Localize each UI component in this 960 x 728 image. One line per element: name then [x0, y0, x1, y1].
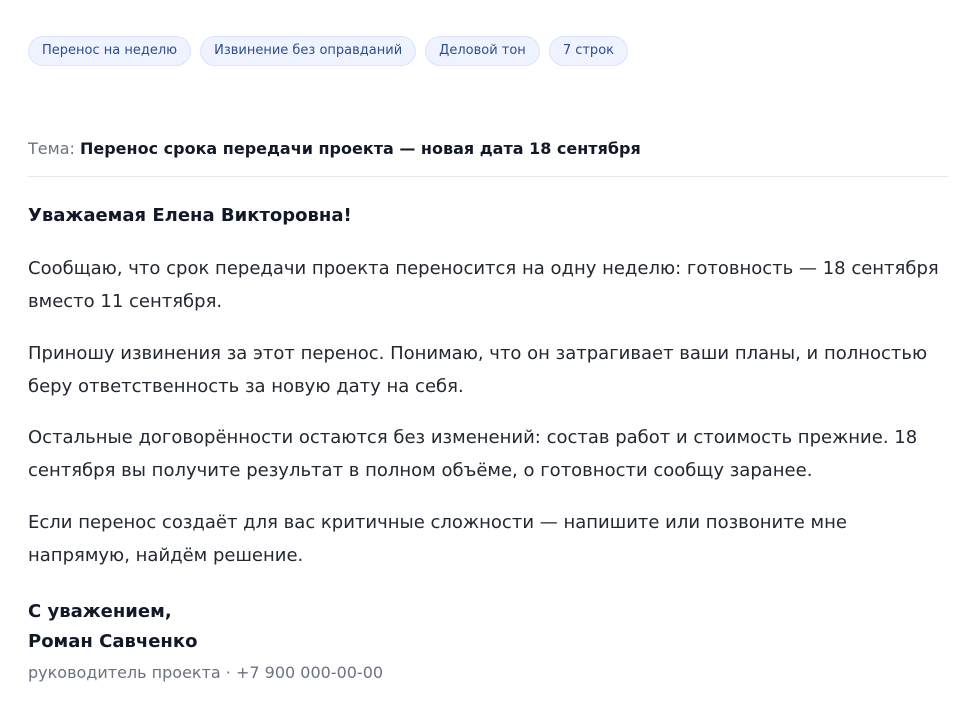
subject-value: Перенос срока передачи проекта — новая дата 18 сентября [79, 139, 641, 158]
tag-postpone-week[interactable]: Перенос на неделю [28, 36, 191, 66]
subject-divider [28, 176, 948, 177]
signer-role-phone: руководитель проекта · +7 900 000-00-00 [28, 663, 384, 682]
tag-apology-no-excuses[interactable]: Извинение без оправданий [200, 36, 416, 66]
tag-line-count[interactable]: 7 строк [549, 36, 628, 66]
email-subject [28, 139, 641, 159]
letter-paragraph: Если перенос создаёт для вас критичные сложности — напишите или позвоните мне напрямую, найдём решение. [28, 512, 847, 566]
letter-greeting: Уважаемая Елена Викторовна! [28, 205, 352, 226]
letter-paragraph: Остальные договорённости остаются без изменений: состав работ и стоимость прежние. 18 сентября вы получите результат в полном объёме, о готовности сообщу заранее. [28, 427, 918, 481]
letter-paragraph: Приношу извинения за этот перенос. Понимаю, что он затрагивает ваши планы, и полностью беру ответственность за новую дату на себя. [28, 343, 928, 397]
subject-label: Тема: [28, 139, 75, 158]
tag-list [28, 36, 628, 66]
letter-paragraph: Сообщаю, что срок передачи проекта переносится на одну неделю: готовность — 18 сентября вместо 11 сентября. [28, 258, 939, 312]
letter-signoff: С уважением, [28, 601, 172, 622]
tag-business-tone[interactable]: Деловой тон [425, 36, 540, 66]
signer-name: Роман Савченко [28, 631, 198, 652]
